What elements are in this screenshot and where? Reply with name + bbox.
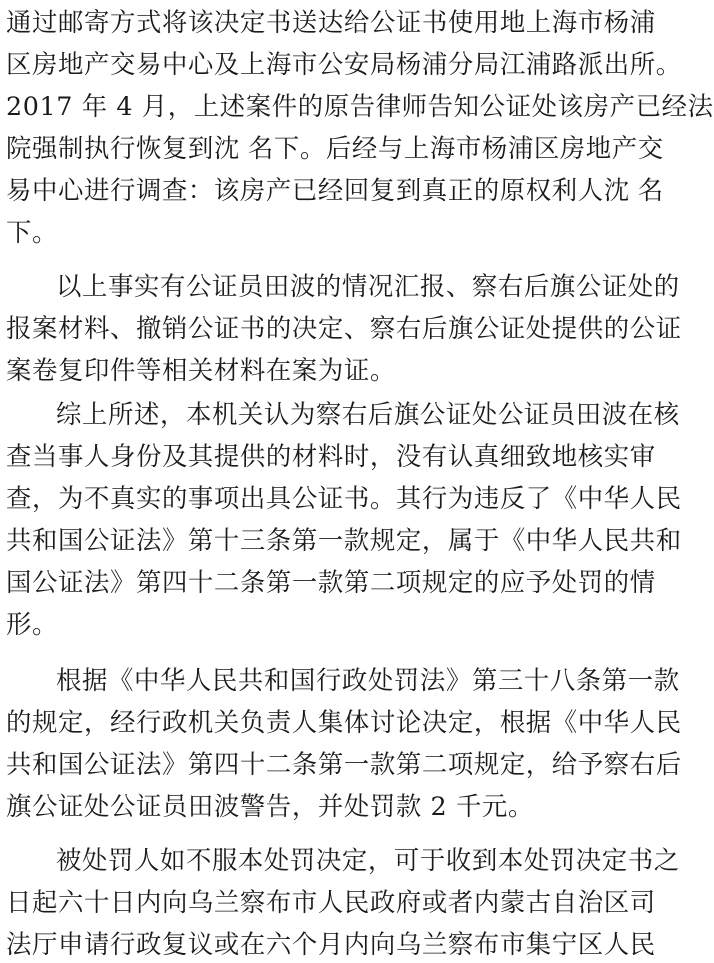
text-line [6,130,664,166]
text-line: 通过邮寄方式将该决定书送达给公证书使用地上海市杨浦 [6,7,656,37]
text-line: 查，为不真实的事项出具公证书。其行为违反了《中华人民 [6,483,682,513]
text-line: 共和国公证法》第四十二条第一款第二项规定，给予察右后 [6,749,682,779]
text-line: 共和国公证法》第十三条第一款规定，属于《中华人民共和 [6,525,682,555]
text-line: 以上事实有公证员田波的情况汇报、察右后旗公证处的 [56,271,680,301]
text-line: 形。 [6,609,58,639]
text-line: 旗公证处公证员田波警告，并处罚款 2 千元。 [6,791,534,821]
text-segment: 名 [637,175,664,205]
text-line: 的规定，经行政机关负责人集体讨论决定，根据《中华人民 [6,707,682,737]
text-line: 国公证法》第四十二条第一款第二项规定的应予处罚的情 [6,567,656,597]
text-line: 下。 [6,217,58,247]
text-line: 被处罚人如不服本处罚决定，可于收到本处罚决定书之 [56,845,680,875]
text-line: 区房地产交易中心及上海市公安局杨浦分局江浦路派出所。 [6,49,682,79]
text-line: 案卷复印件等相关材料在案为证。 [6,355,396,385]
text-line: 报案材料、撤销公证书的决定、察右后旗公证处提供的公证 [6,313,682,343]
text-line: 法厅申请行政复议或在六个月内向乌兰察布市集宁区人民 [6,929,656,959]
text-segment: 易中心进行调查：该房产已经回复到真正的原权利人沈 [6,175,630,205]
text-line: 根据《中华人民共和国行政处罚法》第三十八条第一款 [56,665,680,695]
text-line: 2017 年 4 月，上述案件的原告律师告知公证处该房产已经法 [6,91,714,121]
text-line: 综上所述，本机关认为察右后旗公证处公证员田波在核 [56,399,680,429]
text-line: 查当事人身份及其提供的材料时，没有认真细致地核实审 [6,441,656,471]
text-segment: 名下。后经与上海市杨浦区房地产交 [247,133,664,163]
text-line: 日起六十日内向乌兰察布市人民政府或者内蒙古自治区司 [6,887,656,917]
text-segment: 院强制执行恢复到沈 [6,133,240,163]
text-line [6,172,664,208]
